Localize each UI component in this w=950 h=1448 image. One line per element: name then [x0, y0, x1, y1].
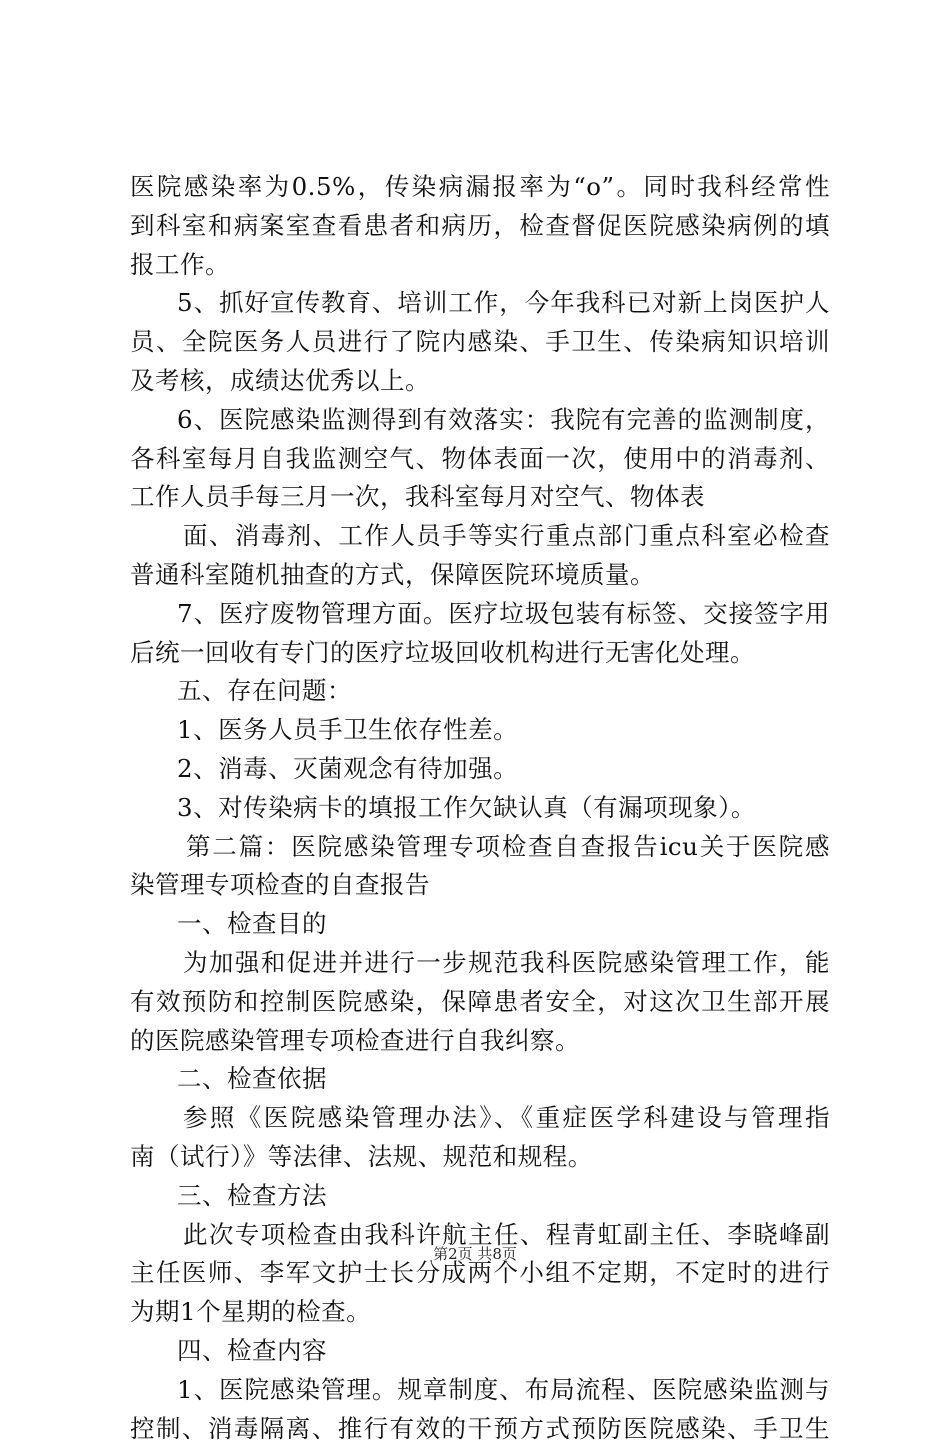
text-line: 到科室和病案室查看患者和病历，检查督促医院感染病例的填: [130, 207, 830, 246]
text-line: 报工作。: [130, 246, 830, 285]
text-line: 1、医务人员手卫生依存性差。: [130, 711, 830, 750]
text-line: 此次专项检查由我科许航主任、程青虹副主任、李晓峰副: [130, 1216, 830, 1255]
text-line: 各科室每月自我监测空气、物体表面一次，使用中的消毒剂、: [130, 440, 830, 479]
section-heading: 三、检查方法: [130, 1177, 830, 1216]
text-line: 1、医院感染管理。规章制度、布局流程、医院感染监测与: [130, 1371, 830, 1410]
text-line: 7、医疗废物管理方面。医疗垃圾包装有标签、交接签字用: [130, 595, 830, 634]
section-heading: 四、检查内容: [130, 1332, 830, 1371]
chapter-heading: 染管理专项检查的自查报告: [130, 866, 830, 905]
text-line: 后统一回收有专门的医疗垃圾回收机构进行无害化处理。: [130, 634, 830, 673]
section-heading: 五、存在问题：: [130, 672, 830, 711]
text-line: 有效预防和控制医院感染，保障患者安全，对这次卫生部开展: [130, 983, 830, 1022]
text-line: 控制、消毒隔离、推行有效的干预方式预防医院感染、手卫生: [130, 1410, 830, 1448]
text-line: 为期1个星期的检查。: [130, 1293, 830, 1332]
text-line: 主任医师、李军文护士长分成两个小组不定期，不定时的进行: [130, 1254, 830, 1293]
text-line: 3、对传染病卡的填报工作欠缺认真（有漏项现象）。: [130, 789, 830, 828]
text-line: 的医院感染管理专项检查进行自我纠察。: [130, 1022, 830, 1061]
text-line: 及考核，成绩达优秀以上。: [130, 362, 830, 401]
text-line: 南（试行）》等法律、法规、规范和规程。: [130, 1138, 830, 1177]
text-line: 工作人员手每三月一次，我科室每月对空气、物体表: [130, 478, 830, 517]
text-line: 员、全院医务人员进行了院内感染、手卫生、传染病知识培训: [130, 323, 830, 362]
section-heading: 二、检查依据: [130, 1060, 830, 1099]
text-line: 6、医院感染监测得到有效落实：我院有完善的监测制度，: [130, 401, 830, 440]
chapter-heading: 第二篇：医院感染管理专项检查自查报告icu关于医院感: [130, 828, 830, 867]
text-line: 面、消毒剂、工作人员手等实行重点部门重点科室必检查: [130, 517, 830, 556]
text-line: 5、抓好宣传教育、培训工作，今年我科已对新上岗医护人: [130, 284, 830, 323]
text-line: 参照《医院感染管理办法》、《重症医学科建设与管理指: [130, 1099, 830, 1138]
text-line: 2、消毒、灭菌观念有待加强。: [130, 750, 830, 789]
text-line: 为加强和促进并进行一步规范我科医院感染管理工作，能: [130, 944, 830, 983]
text-line: 医院感染率为0.5%，传染病漏报率为“o”。同时我科经常性: [130, 168, 830, 207]
section-heading: 一、检查目的: [130, 905, 830, 944]
text-line: 普通科室随机抽查的方式，保障医院环境质量。: [130, 556, 830, 595]
page-footer: 第2页 共8页: [0, 1244, 950, 1264]
